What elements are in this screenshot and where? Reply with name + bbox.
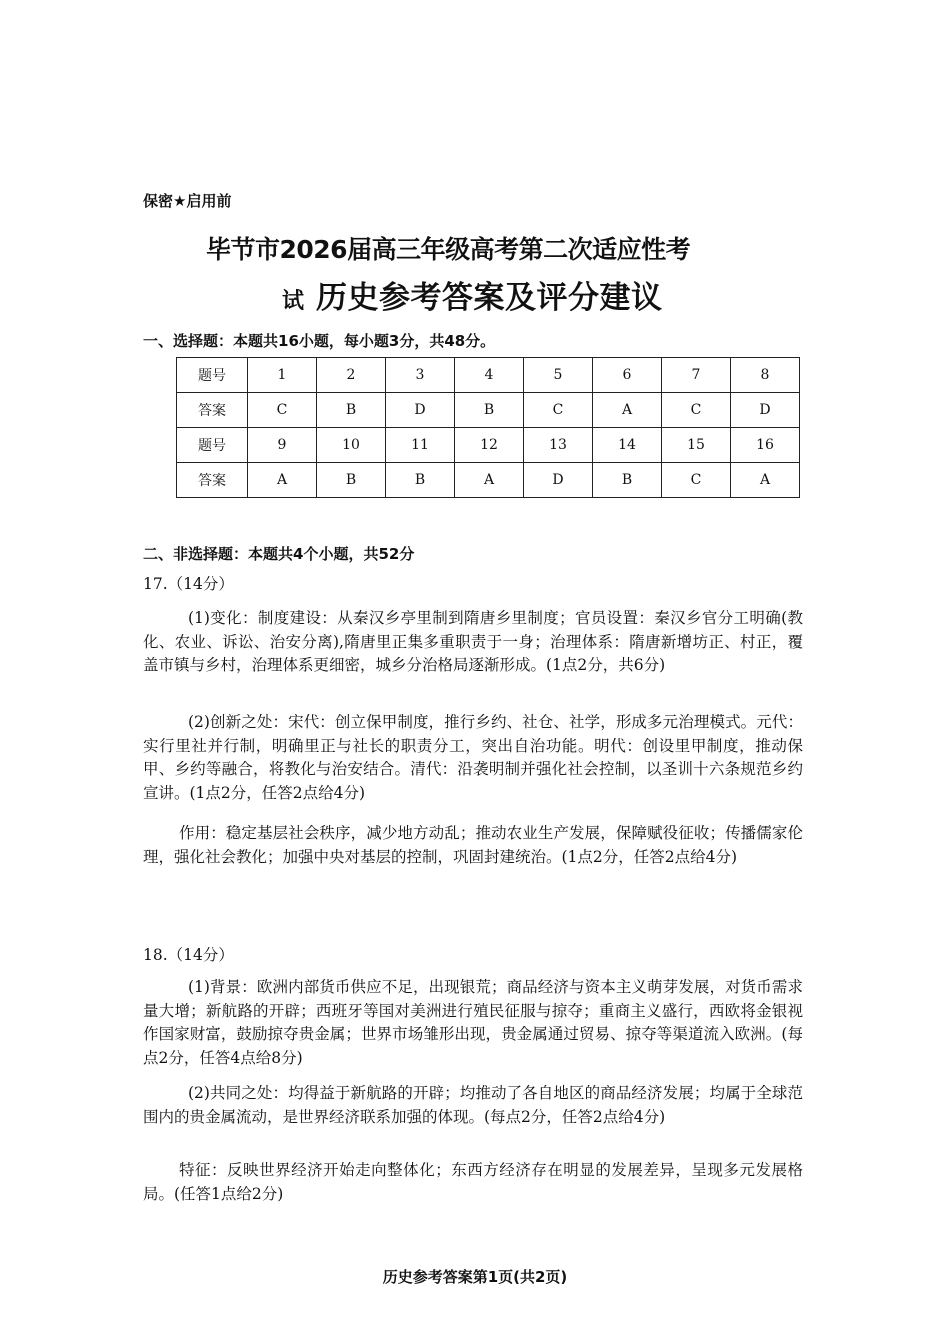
table-cell: A (731, 463, 800, 498)
table-row (177, 393, 800, 428)
question-18-part2: (2)共同之处：均得益于新航路的开辟；均推动了各自地区的商品经济发展；均属于全球范围内的贵金属流动，是世界经济联系加强的体现。(每点2分，任答2点给4分) (143, 1084, 803, 1126)
section1-heading: 一、选择题：本题共16小题，每小题3分，共48分。 (143, 332, 496, 350)
table-cell: 6 (593, 358, 662, 393)
table-cell: B (386, 463, 455, 498)
table-cell: 10 (317, 428, 386, 463)
document-title-line1: 毕节市2026届高三年级高考第二次适应性考 (206, 235, 691, 264)
question-17-effects: 作用：稳定基层社会秩序，减少地方动乱；推动农业生产发展，保障赋役征收；传播儒家伦理，强化社会教化；加强中央对基层的控制，巩固封建统治。(1点2分，任答2点给4分) (143, 824, 803, 866)
table-cell: C (248, 393, 317, 428)
table-cell: 5 (524, 358, 593, 393)
table-cell: 7 (662, 358, 731, 393)
document-title-line2 (282, 272, 663, 317)
table-cell: 答案 (177, 393, 248, 428)
table-cell: C (662, 393, 731, 428)
table-cell: A (593, 393, 662, 428)
question-18-part1: (1)背景：欧洲内部货币供应不足，出现银荒；商品经济与资本主义萌芽发展，对货币需求量大增；新航路的开辟；西班牙等国对美洲进行殖民征服与掠夺；重商主义盛行，西欧将金银视作国家财富，鼓励掠夺贵金属；世界市场雏形出现，贵金属通过贸易、掠夺等渠道流入欧洲。(每点2分，任答4点给8分) (143, 978, 803, 1067)
table-cell: D (731, 393, 800, 428)
table-row (177, 463, 800, 498)
confidential-label: 保密★启用前 (143, 192, 232, 210)
table-row (177, 428, 800, 463)
table-cell: D (524, 463, 593, 498)
table-cell: 12 (455, 428, 524, 463)
table-cell: 答案 (177, 463, 248, 498)
answer-table (176, 357, 800, 498)
question-18-features: 特征：反映世界经济开始走向整体化；东西方经济存在明显的发展差异，呈现多元发展格局。(任答1点给2分) (143, 1161, 803, 1203)
table-cell: D (386, 393, 455, 428)
table-cell: B (593, 463, 662, 498)
table-cell: 13 (524, 428, 593, 463)
table-cell: 4 (455, 358, 524, 393)
table-cell: 15 (662, 428, 731, 463)
question-18-number: 18.（14分） (143, 946, 234, 964)
table-cell: 11 (386, 428, 455, 463)
question-17-part1: (1)变化：制度建设：从秦汉乡亭里制到隋唐乡里制度；官员设置：秦汉乡官分工明确(教化、农业、诉讼、治安分离),隋唐里正集多重职责于一身；治理体系：隋唐新增坊正、村正，覆盖市镇与乡村，治理体系更细密，城乡分治格局逐渐形成。(1点2分，共6分) (143, 609, 803, 674)
table-cell: C (524, 393, 593, 428)
table-cell: 14 (593, 428, 662, 463)
table-cell: C (662, 463, 731, 498)
section2-heading: 二、非选择题：本题共4个小题，共52分 (143, 545, 415, 563)
table-cell: 1 (248, 358, 317, 393)
question-17-number: 17.（14分） (143, 575, 234, 593)
question-17-part2: (2)创新之处：宋代：创立保甲制度，推行乡约、社仓、社学，形成多元治理模式。元代：实行里社并行制，明确里正与社长的职责分工，突出自治功能。明代：创设里甲制度，推动保甲、乡约等融合，将教化与治安结合。清代：沿袭明制并强化社会控制，以圣训十六条规范乡约宣讲。(1点2分，任答2点给4分) (143, 713, 803, 802)
table-cell: 16 (731, 428, 800, 463)
page-footer: 历史参考答案第1页(共2页) (382, 1268, 568, 1286)
table-cell: B (317, 393, 386, 428)
table-cell: B (317, 463, 386, 498)
table-cell: 题号 (177, 358, 248, 393)
title-line2-prefix: 试 (282, 289, 305, 314)
table-cell: A (455, 463, 524, 498)
table-cell: 3 (386, 358, 455, 393)
table-row (177, 358, 800, 393)
table-cell: 2 (317, 358, 386, 393)
table-cell: B (455, 393, 524, 428)
table-cell: 题号 (177, 428, 248, 463)
table-cell: 8 (731, 358, 800, 393)
table-cell: A (248, 463, 317, 498)
table-cell: 9 (248, 428, 317, 463)
title-line2-main: 历史参考答案及评分建议 (316, 280, 663, 316)
